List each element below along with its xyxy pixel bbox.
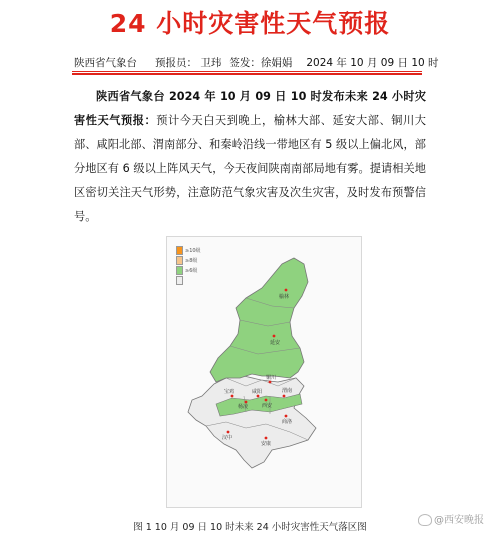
city-label-tongchuan: 铜川: [266, 375, 277, 381]
city-label-xian: 西安: [262, 403, 273, 409]
city-marker-ankang: [265, 437, 268, 440]
city-marker-tongchuan: [269, 381, 272, 384]
city-label-shangluo: 商洛: [282, 419, 293, 425]
map-region-wind: [210, 258, 308, 382]
city-marker-yangling: [245, 401, 248, 404]
watermark: [418, 511, 484, 526]
forecaster-name: 预报员： 卫玮: [155, 56, 222, 69]
forecast-text: 预计今天白天到晚上，榆林大部、延安大部、铜川大部、咸阳北部、渭南部分、和秦岭沿线一带地区有 5 级以上偏北风，部分地区有 6 级以上阵风天气，今天夜间陕南南部局地有雾。提请相关地区密切关注天气形势，注意防范气象灾害及次生灾害，及时发布预警信号。: [74, 114, 426, 223]
city-label-xianyang: 咸阳: [252, 389, 263, 395]
city-marker-baoji: [231, 395, 234, 398]
city-label-ankang: 安康: [261, 441, 272, 447]
city-marker-xianyang: [257, 395, 260, 398]
weibo-icon: [418, 514, 432, 526]
issue-time: 2024 年 10 月 09 日 10 时: [306, 56, 439, 69]
shaanxi-forecast-map: [166, 236, 360, 506]
city-label-hanzhong: 汉中: [222, 435, 233, 441]
city-marker-hanzhong: [227, 431, 230, 434]
watermark-text: @西安晚报: [434, 515, 484, 526]
issuing-agency: 陕西省气象台: [74, 56, 137, 69]
issuance-info-row: [74, 54, 439, 70]
city-marker-yanan: [273, 335, 276, 338]
map-caption: 图 1 10 月 09 日 10 时未来 24 小时灾害性天气落区图: [133, 522, 367, 533]
legend-label-10: ≥10级: [185, 248, 201, 254]
city-label-weinan: 渭南: [282, 388, 293, 394]
city-marker-shangluo: [285, 415, 288, 418]
city-label-yangling: 杨凌: [238, 404, 249, 410]
city-marker-xian: [265, 399, 268, 402]
legend-label-6: ≥6级: [185, 268, 198, 274]
city-label-baoji: 宝鸡: [224, 389, 235, 395]
city-label-yulin: 榆林: [279, 294, 290, 300]
city-label-yanan: 延安: [270, 340, 281, 346]
forecast-paragraph: [74, 85, 426, 229]
header-divider-thin: [72, 71, 422, 72]
legend-label-8: ≥8级: [185, 258, 198, 264]
forecast-lead: 陕西省气象台 2024 年 10 月 09 日 10 时发布未来 24 小时灾害性天气预报：: [74, 90, 426, 127]
page-title: 24 小时灾害性天气预报: [109, 9, 391, 38]
city-marker-weinan: [283, 395, 286, 398]
city-marker-yulin: [285, 289, 288, 292]
signer-name: 签发：徐娟娟: [229, 56, 293, 69]
header-divider-thick: [72, 73, 422, 75]
